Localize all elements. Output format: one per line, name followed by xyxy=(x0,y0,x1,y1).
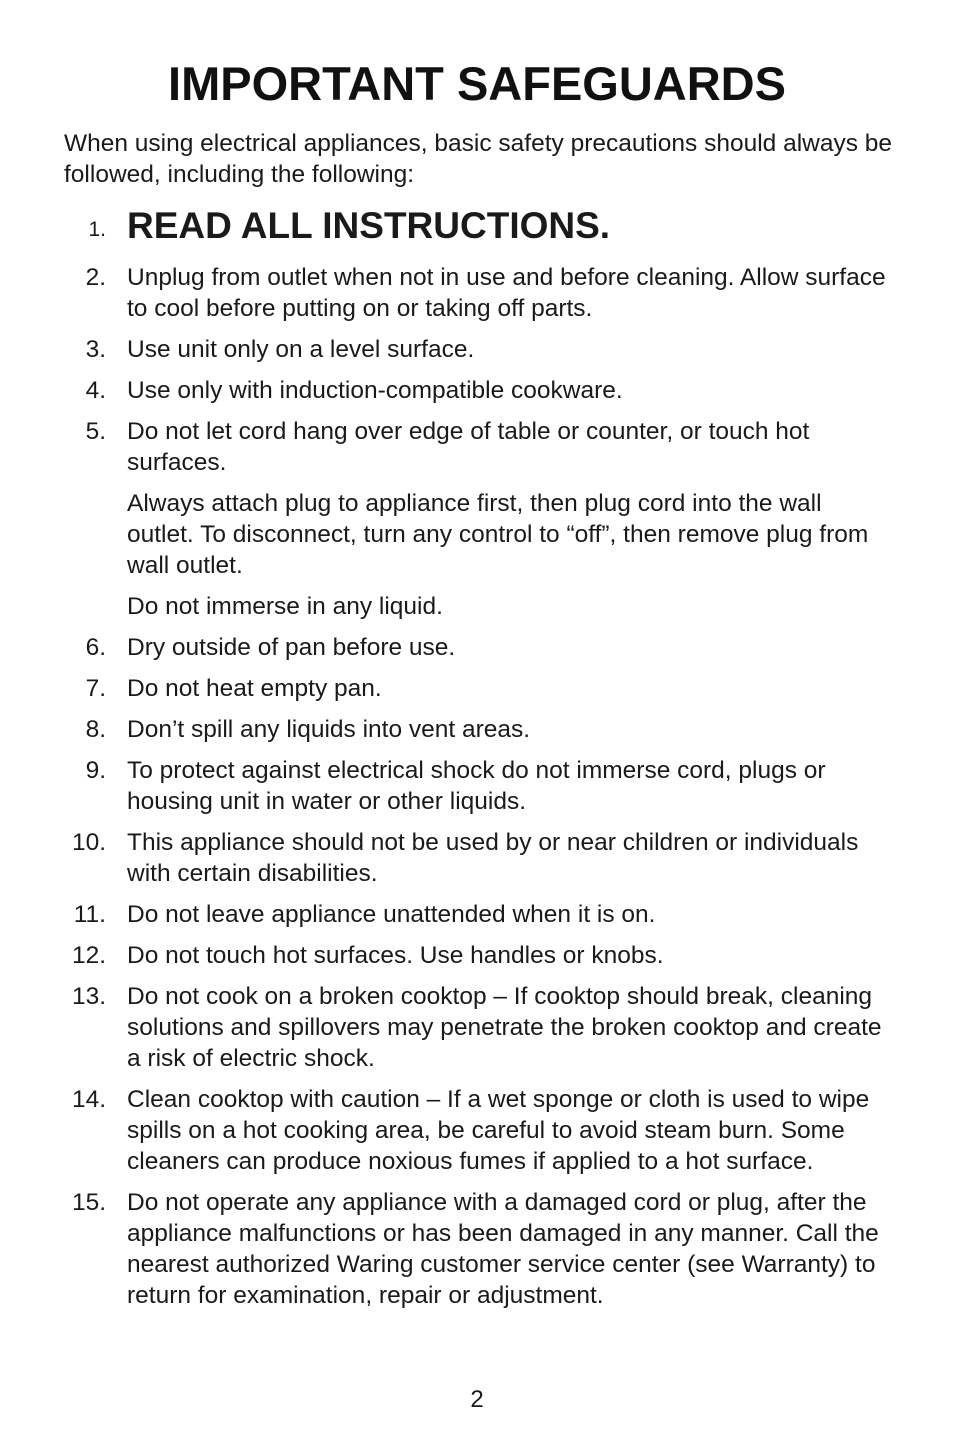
list-item-10 xyxy=(0,827,954,889)
list-item-2 xyxy=(0,262,954,324)
page-title: IMPORTANT SAFEGUARDS xyxy=(168,57,786,110)
item-text: Don’t spill any liquids into vent areas. xyxy=(127,716,531,743)
item-5-continuation: Do not immerse in any liquid. xyxy=(127,593,443,620)
item-number: 9. xyxy=(85,757,106,784)
item-number: 1. xyxy=(88,218,106,241)
item-text: Do not heat empty pan. xyxy=(127,675,382,702)
item-text: To protect against electrical shock do not immerse cord, plugs or housing unit in water or other liquids. xyxy=(127,757,826,815)
item-number: 8. xyxy=(85,716,106,743)
list-item-14 xyxy=(0,1084,954,1177)
item-5-continuation: Always attach plug to appliance first, then plug cord into the wall outlet. To disconnect, turn any control to “off”, then remove plug from wall outlet. xyxy=(127,490,869,579)
item-number: 14. xyxy=(71,1086,106,1113)
item-text: Do not operate any appliance with a damaged cord or plug, after the appliance malfunctions or has been damaged in any manner. Call the nearest authorized Waring customer service center (see Warranty) to return for examination, repair or adjustment. xyxy=(127,1189,879,1309)
item-text: Use unit only on a level surface. xyxy=(127,336,475,363)
item-number: 4. xyxy=(85,377,106,404)
item-number: 13. xyxy=(71,983,106,1010)
list-item-8 xyxy=(0,714,954,745)
item-number: 12. xyxy=(71,942,106,969)
page-number: 2 xyxy=(470,1386,484,1413)
item-text: Do not let cord hang over edge of table or counter, or touch hot surfaces. xyxy=(127,418,810,476)
list-item-5 xyxy=(0,416,954,478)
item-number: 5. xyxy=(85,418,106,445)
item-number: 15. xyxy=(71,1189,106,1216)
item-text: Unplug from outlet when not in use and before cleaning. Allow surface to cool before putting on or taking off parts. xyxy=(127,264,886,322)
list-item-12 xyxy=(0,940,954,971)
item-text: Use only with induction-compatible cookware. xyxy=(127,377,623,404)
safeguards-list xyxy=(0,204,954,1311)
item-text: Do not touch hot surfaces. Use handles or knobs. xyxy=(127,942,664,969)
item-text: Clean cooktop with caution – If a wet sponge or cloth is used to wipe spills on a hot cooking area, be careful to avoid steam burn. Some cleaners can produce noxious fumes if applied to a hot surface. xyxy=(127,1086,870,1175)
list-item-15 xyxy=(0,1187,954,1311)
list-item-9 xyxy=(0,755,954,817)
list-item-7 xyxy=(0,673,954,704)
intro-paragraph: When using electrical appliances, basic safety precautions should always be followed, including the following: xyxy=(64,130,893,188)
list-item-1 xyxy=(0,204,954,252)
list-item-4 xyxy=(0,375,954,406)
item-number: 2. xyxy=(85,264,106,291)
list-item-11 xyxy=(0,899,954,930)
list-item-3 xyxy=(0,334,954,365)
item-number: 10. xyxy=(71,829,106,856)
item-number: 6. xyxy=(85,634,106,661)
list-item-13 xyxy=(0,981,954,1074)
item-number: 7. xyxy=(85,675,106,702)
item-text: Do not cook on a broken cooktop – If cooktop should break, cleaning solutions and spillovers may penetrate the broken cooktop and create a risk of electric shock. xyxy=(127,983,882,1072)
list-item-6 xyxy=(0,632,954,663)
item-number: 3. xyxy=(85,336,106,363)
item-text: READ ALL INSTRUCTIONS. xyxy=(127,205,611,246)
item-number: 11. xyxy=(73,901,106,928)
item-text: Do not leave appliance unattended when it is on. xyxy=(127,901,656,928)
item-text: Dry outside of pan before use. xyxy=(127,634,456,661)
item-text: This appliance should not be used by or near children or individuals with certain disabilities. xyxy=(127,829,859,887)
